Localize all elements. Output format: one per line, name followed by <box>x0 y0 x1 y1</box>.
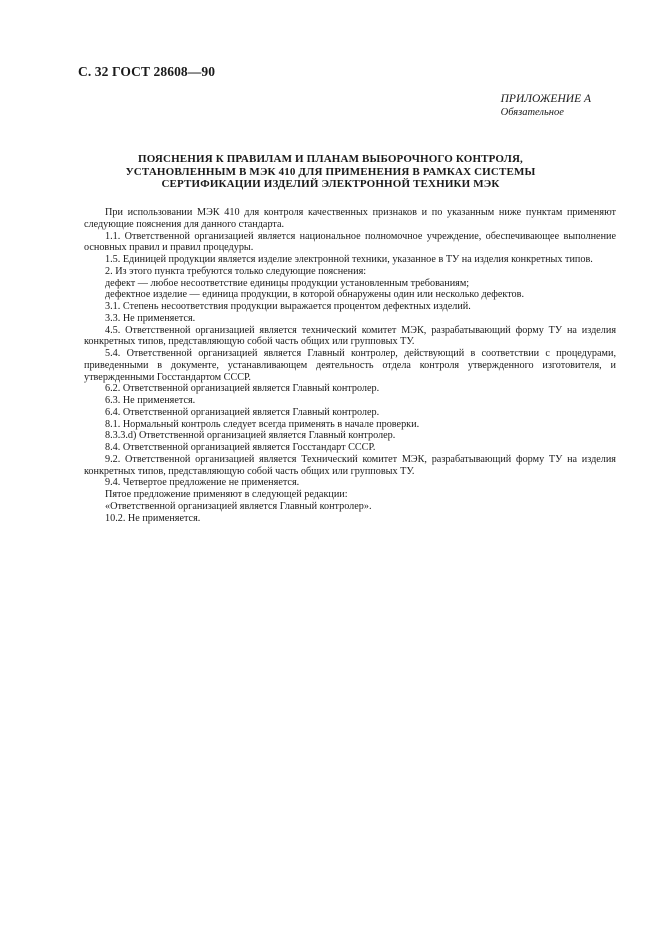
paragraph-9-4: 9.4. Четвертое предложение не применяется. <box>105 477 300 489</box>
paragraph-8-3-3d: 8.3.3.d) Ответственной организацией является Главный контролер. <box>105 430 396 442</box>
paragraph-8-4: 8.4. Ответственной организацией является Госстандарт СССР. <box>105 442 376 453</box>
paragraph-fifth-sentence: Пятое предложение применяют в следующей редакции: <box>105 489 348 500</box>
paragraph-1-1: 1.1. Ответственной организацией является национальное полномочное учреждение, обеспечивающее выполнение основных правил и правил процедуры. <box>84 230 616 254</box>
page-header: С. 32 ГОСТ 28608—90 <box>78 64 216 79</box>
paragraph-6-3: 6.3. Не применяется. <box>105 395 196 406</box>
document-title <box>90 153 571 191</box>
appendix-status: Обязательное <box>500 107 564 118</box>
title-line-1: ПОЯСНЕНИЯ К ПРАВИЛАМ И ПЛАНАМ ВЫБОРОЧНОГО КОНТРОЛЯ, <box>138 153 523 165</box>
paragraph-3-1: 3.1. Степень несоответствия продукции выражается процентом дефектных изделий. <box>105 301 471 312</box>
appendix-block <box>501 93 591 119</box>
paragraph-3-3: 3.3. Не применяется. <box>105 312 196 324</box>
paragraph-6-4: 6.4. Ответственной организацией является Главный контролер. <box>105 406 380 418</box>
title-line-3: СЕРТИФИКАЦИИ ИЗДЕЛИЙ ЭЛЕКТРОННОЙ ТЕХНИКИ МЭК <box>161 178 500 190</box>
paragraph-8-1: 8.1. Нормальный контроль следует всегда применять в начале проверки. <box>105 418 420 430</box>
title-line-2: УСТАНОВЛЕННЫМ В МЭК 410 ДЛЯ ПРИМЕНЕНИЯ В РАМКАХ СИСТЕМЫ <box>125 165 536 178</box>
appendix-label: ПРИЛОЖЕНИЕ А <box>500 93 591 105</box>
paragraph-9-2: 9.2. Ответственной организацией является Технический комитет МЭК, разрабатывающий форму ТУ на изделия конкретных типов, представляющую собой часть общих или групповых ТУ. <box>84 453 616 477</box>
paragraph-defective-item: дефектное изделие — единица продукции, в которой обнаружены один или несколько дефектов. <box>105 289 524 301</box>
document-body <box>84 207 616 524</box>
paragraph-quote: «Ответственной организацией является Главный контролер». <box>105 500 372 512</box>
paragraph-5-4: 5.4. Ответственной организацией является Главный контролер, действующий в соответствии с процедурами, приведенными в документе, устанавливающем деятельность отдела контроля утвержденного изготовителя, и утвержденными Госстандартом СССР. <box>84 348 616 383</box>
paragraph-1-5: 1.5. Единицей продукции является изделие электронной техники, указанное в ТУ на изделия конкретных типов. <box>105 254 593 265</box>
paragraph-intro: При использовании МЭК 410 для контроля качественных признаков и по указанным ниже пунктам применяют следующие пояснения для данного стандарта. <box>84 207 616 230</box>
paragraph-6-2: 6.2. Ответственной организацией является Главный контролер. <box>105 383 380 395</box>
paragraph-10-2: 10.2. Не применяется. <box>105 512 201 524</box>
paragraph-defect: дефект — любое несоответствие единицы продукции установленным требованиям; <box>105 277 470 289</box>
paragraph-2: 2. Из этого пункта требуются только следующие пояснения: <box>105 265 367 277</box>
paragraph-4-5: 4.5. Ответственной организацией является технический комитет МЭК, разрабатывающий форму ТУ на изделия конкретных типов, представляющую собой часть общих или групповых ТУ. <box>84 324 616 348</box>
